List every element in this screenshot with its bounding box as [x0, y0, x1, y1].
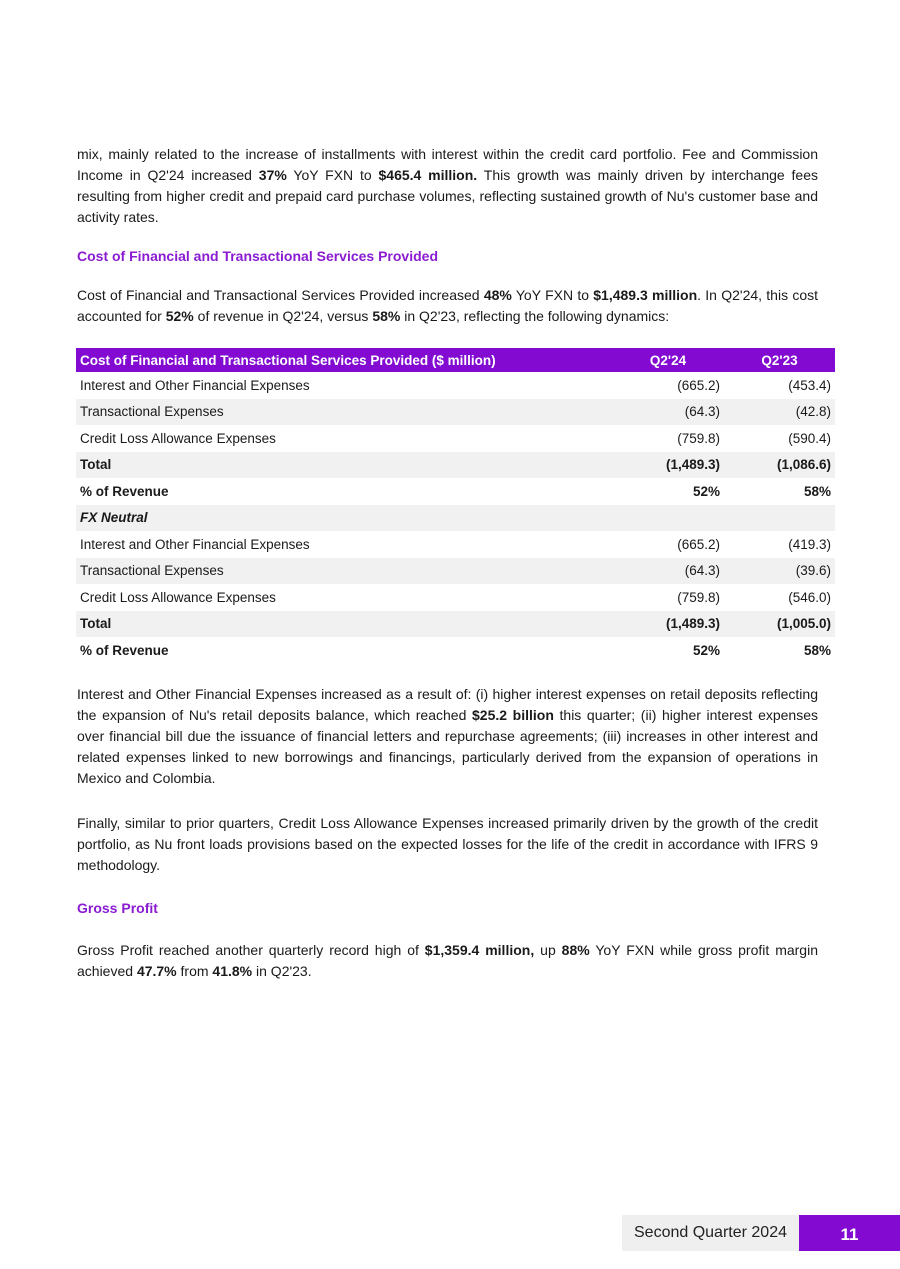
- table-row: [76, 425, 835, 452]
- row-value-q2-23: (39.6): [724, 558, 835, 585]
- row-label: % of Revenue: [80, 483, 169, 499]
- cost-paragraph: Cost of Financial and Transactional Services Provided increased 48% YoY FXN to $1,489.3 million. In Q2'24, this cost accounted for 52% of revenue in Q2'24, versus 58% in Q2'23, reflecting the following dynamics:: [77, 287, 819, 324]
- footer-page-number: 11: [799, 1215, 900, 1251]
- table-row-total: [76, 611, 835, 638]
- row-label: Credit Loss Allowance Expenses: [80, 589, 276, 605]
- table-row-percent-revenue: [76, 637, 835, 664]
- table-row-percent-revenue: [76, 478, 835, 505]
- row-label: Transactional Expenses: [76, 558, 612, 585]
- row-label: Credit Loss Allowance Expenses: [80, 430, 276, 446]
- row-value-q2-23: (590.4): [788, 430, 831, 446]
- table-row: [76, 584, 835, 611]
- row-value-q2-24: (759.8): [677, 430, 720, 446]
- row-value-q2-23: 58%: [803, 483, 831, 499]
- gross-profit-paragraph: Gross Profit reached another quarterly record high of $1,359.4 million, up 88% YoY FXN while gross profit margin achieved 47.7% from 41.8% in Q2'23.: [77, 942, 818, 979]
- credit-paragraph: Finally, similar to prior quarters, Credit Loss Allowance Expenses increased primarily driven by the growth of the credit portfolio, as Nu front loads provisions based on the expected losses for the life of the credit in accordance with IFRS 9 methodology.: [77, 815, 818, 873]
- table-row-total: [76, 452, 835, 479]
- gross-profit-heading: Gross Profit: [77, 900, 158, 916]
- row-label: % of Revenue: [80, 642, 169, 658]
- row-label: FX Neutral: [76, 505, 612, 532]
- row-value-q2-23: [724, 505, 835, 532]
- row-value-q2-23: (1,086.6): [724, 452, 835, 479]
- row-label: Interest and Other Financial Expenses: [80, 536, 310, 552]
- table-row: [76, 558, 835, 585]
- row-value-q2-23: (1,005.0): [724, 611, 835, 638]
- table-row: [76, 531, 835, 558]
- cost-table: [76, 348, 835, 664]
- row-value-q2-23: (453.4): [788, 377, 831, 393]
- table-row: [76, 399, 835, 426]
- row-value-q2-23: (546.0): [788, 589, 831, 605]
- intro-paragraph: mix, mainly related to the increase of installments with interest within the credit card portfolio. Fee and Commission Income in Q2'24 increased 37% YoY FXN to $465.4 million. This growth was mainly driven by interchange fees resulting from higher credit and prepaid card purchase volumes, reflecting sustained growth of Nu's customer base and activity rates.: [77, 146, 818, 225]
- row-value-q2-24: (1,489.3): [612, 452, 724, 479]
- row-label: Total: [76, 611, 612, 638]
- table-header-row: [76, 348, 835, 372]
- row-value-q2-24: (759.8): [677, 589, 720, 605]
- cost-section-heading: Cost of Financial and Transactional Services Provided: [77, 248, 438, 264]
- table-header-q2-23: Q2'23: [724, 348, 835, 372]
- table-header-q2-24: Q2'24: [612, 348, 724, 372]
- row-label: Interest and Other Financial Expenses: [80, 377, 310, 393]
- footer-quarter-label: Second Quarter 2024: [622, 1215, 799, 1251]
- row-label: Transactional Expenses: [76, 399, 612, 426]
- row-value-q2-23: (419.3): [788, 536, 831, 552]
- table-row: [76, 372, 835, 399]
- table-row-section-fx-neutral: [76, 505, 835, 532]
- row-value-q2-24: [612, 505, 724, 532]
- row-value-q2-24: (665.2): [677, 377, 720, 393]
- row-value-q2-24: 52%: [692, 483, 720, 499]
- row-value-q2-24: (1,489.3): [612, 611, 724, 638]
- row-value-q2-24: (665.2): [677, 536, 720, 552]
- row-value-q2-24: 52%: [692, 642, 720, 658]
- row-value-q2-23: (42.8): [724, 399, 835, 426]
- interest-paragraph: Interest and Other Financial Expenses increased as a result of: (i) higher interest expenses on retail deposits reflecting the expansion of Nu's retail deposits balance, which reached $25.2 billion this quarter; (ii) higher interest expenses over financial bill due the issuance of financial letters and repurchase agreements; (iii) increases in other interest and related expenses linked to new borrowings and financings, particularly derived from the expansion of operations in Mexico and Colombia.: [77, 686, 818, 786]
- row-value-q2-24: (64.3): [612, 558, 724, 585]
- row-value-q2-24: (64.3): [612, 399, 724, 426]
- table-header-label: Cost of Financial and Transactional Services Provided ($ million): [76, 348, 612, 372]
- row-value-q2-23: 58%: [803, 642, 831, 658]
- row-label: Total: [76, 452, 612, 479]
